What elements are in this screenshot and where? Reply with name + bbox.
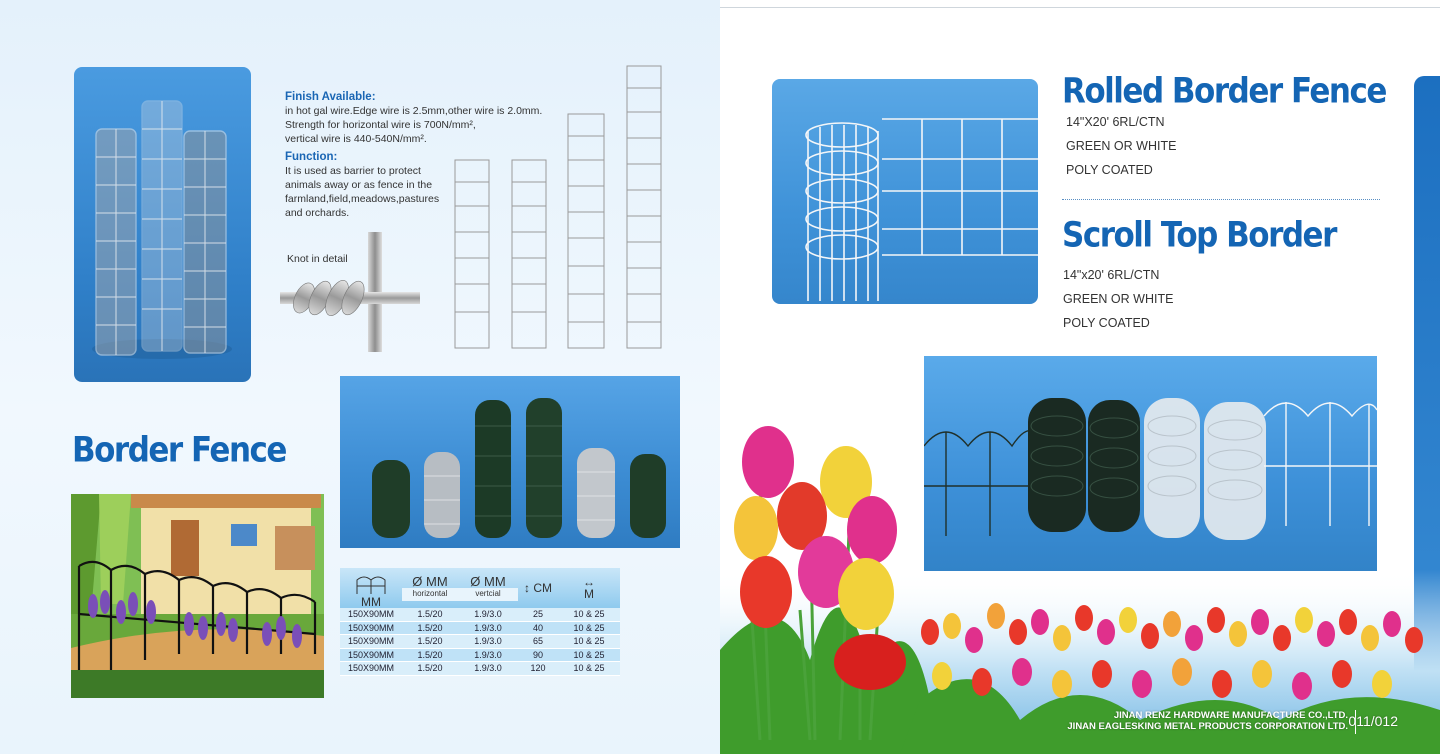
scroll-spec-coating: POLY COATED — [1063, 316, 1150, 330]
rolls-illustration — [74, 67, 251, 382]
rolled-fence-illustration — [772, 79, 1038, 304]
finish-line: Strength for horizontal wire is 700N/mm², — [285, 119, 476, 131]
rolls-photo — [74, 67, 251, 382]
header-horizontal: Ø MM horizontal — [402, 568, 458, 608]
garden-illustration — [71, 494, 324, 698]
rolled-spec-coating: POLY COATED — [1066, 163, 1153, 177]
table-header-row — [340, 568, 620, 608]
finish-line: in hot gal wire.Edge wire is 2.5mm,other wire is 2.0mm. — [285, 105, 543, 117]
page-number: 011/012 — [1348, 713, 1398, 729]
knot-diagram — [280, 230, 425, 355]
table-row: 150X90MM 1.5/20 1.9/3.0 65 10 & 25 — [340, 635, 620, 649]
top-rule — [720, 0, 1440, 8]
table-row: 150X90MM 1.5/20 1.9/3.0 90 10 & 25 — [340, 648, 620, 662]
right-page — [720, 0, 1440, 754]
six-rolls-illustration — [340, 376, 680, 548]
six-rolls-photo — [340, 376, 680, 548]
scroll-top-title: Scroll Top Border — [1062, 215, 1336, 256]
header-height: ↕ CM — [518, 568, 558, 608]
function-line: farmland,field,meadows,pastures — [285, 193, 440, 205]
rolled-spec-size: 14"X20' 6RL/CTN — [1066, 115, 1165, 129]
header-mesh: MM — [340, 568, 402, 608]
table-row: 150X90MM 1.5/20 1.9/3.0 40 10 & 25 — [340, 621, 620, 635]
company-line: JINAN EAGLESKING METAL PRODUCTS CORPORATION LTD. — [1067, 721, 1348, 732]
function-heading: Function: — [285, 151, 338, 163]
length-arrow-icon: ↔ — [583, 574, 595, 589]
mesh-icon — [354, 574, 388, 596]
rolled-border-photo — [772, 79, 1038, 304]
fence-height-diagrams — [450, 62, 670, 354]
knot-label: Knot in detail — [287, 253, 348, 265]
finish-line: vertical wire is 440-540N/mm². — [285, 133, 427, 145]
function-line: and orchards. — [285, 207, 350, 219]
spec-table — [340, 568, 620, 676]
border-fence-title: Border Fence — [72, 430, 286, 471]
finish-heading: Finish Available: — [285, 91, 376, 103]
company-line: JINAN RENZ HARDWARE MANUFACTURE CO.,LTD. — [1113, 710, 1348, 721]
height-arrow-icon: ↕ — [523, 580, 530, 595]
header-vertical: Ø MM vertcial — [458, 568, 518, 608]
company-names — [1067, 710, 1348, 732]
rolled-border-title: Rolled Border Fence — [1062, 71, 1386, 112]
function-line: animals away or as fence in the — [285, 179, 433, 191]
scroll-spec-color: GREEN OR WHITE — [1063, 292, 1174, 306]
table-row: 150X90MM 1.5/20 1.9/3.0 120 10 & 25 — [340, 662, 620, 676]
header-length: ↔ M — [558, 568, 620, 608]
section-divider — [1062, 199, 1380, 200]
garden-scene — [71, 494, 324, 698]
table-row: 150X90MM 1.5/20 1.9/3.0 25 10 & 25 — [340, 608, 620, 621]
tulip-field-illustration — [720, 400, 1440, 754]
scroll-spec-size: 14"x20' 6RL/CTN — [1063, 268, 1160, 282]
rolled-spec-color: GREEN OR WHITE — [1066, 139, 1177, 153]
function-line: It is used as barrier to protect — [285, 165, 421, 177]
